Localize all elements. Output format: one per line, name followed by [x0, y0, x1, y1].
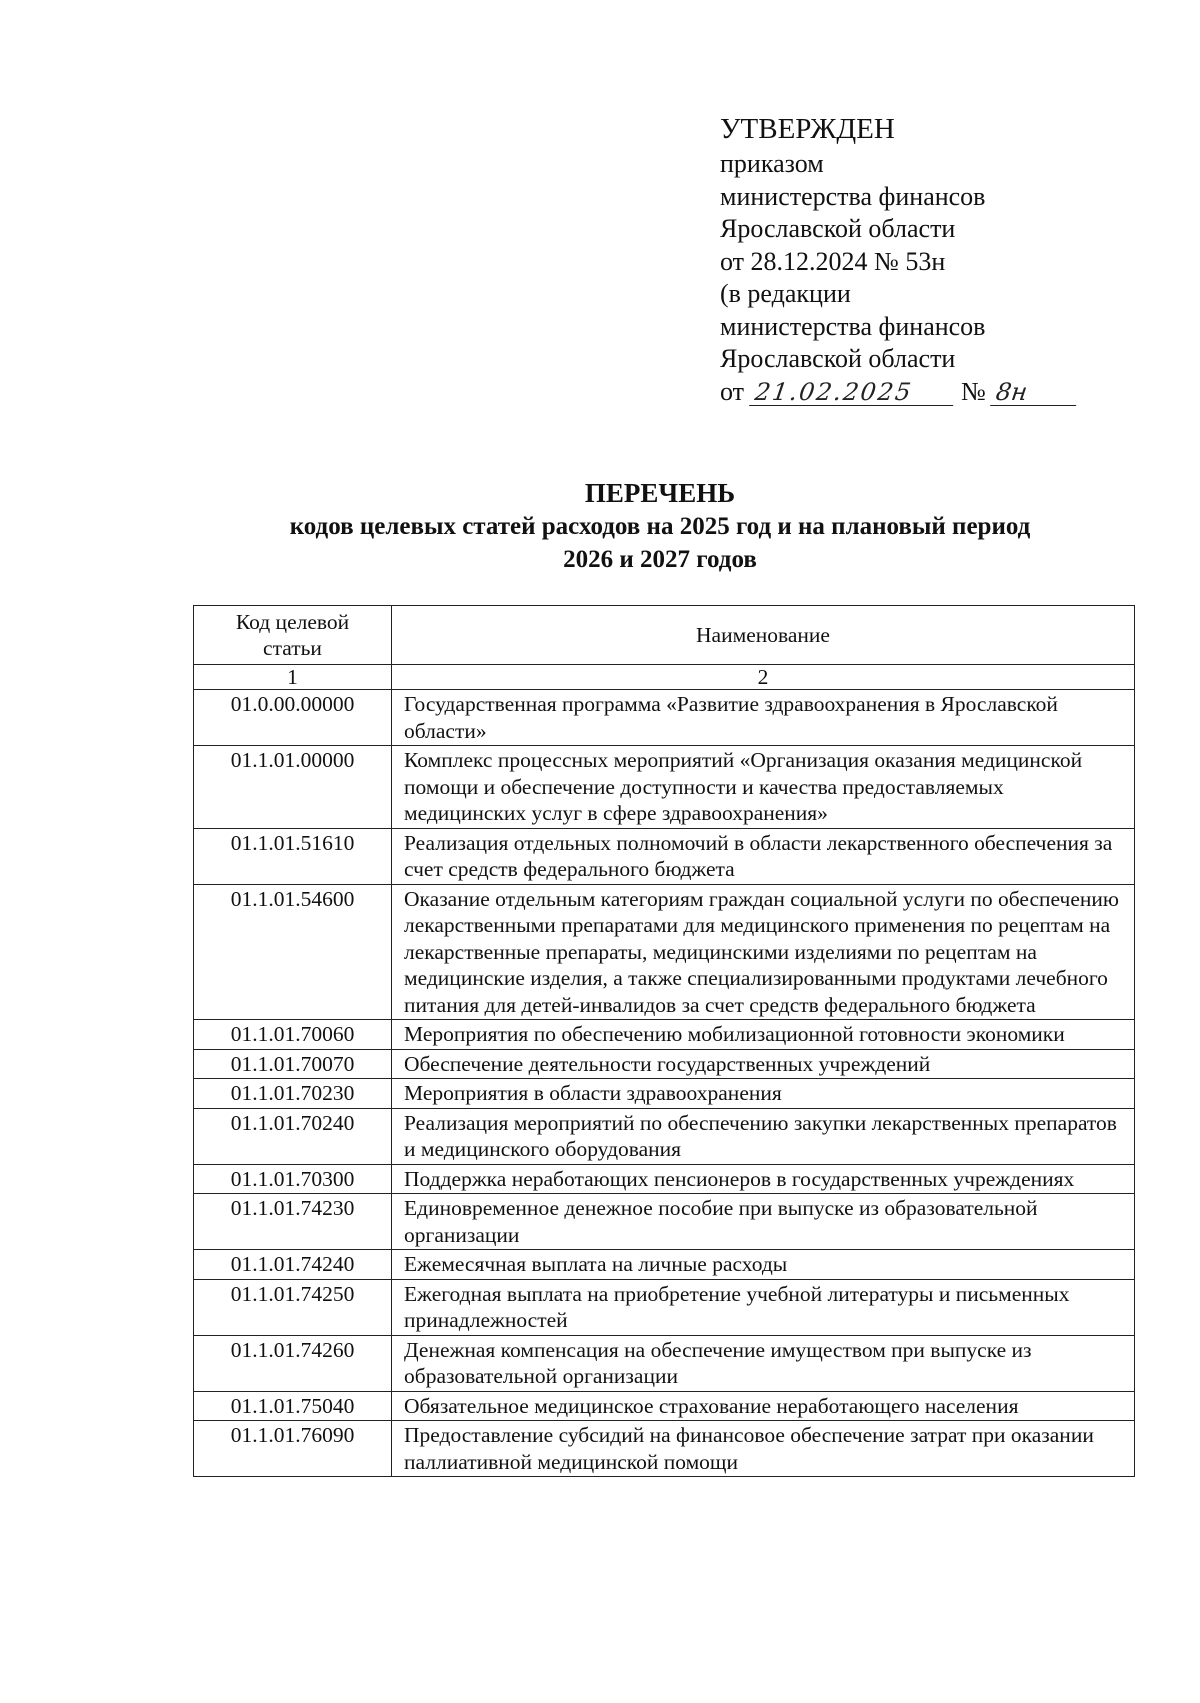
- header-name: Наименование: [392, 606, 1135, 665]
- table-row: [194, 1079, 1135, 1109]
- target-article-code: 01.1.01.75040: [194, 1391, 392, 1421]
- table-row: [194, 1020, 1135, 1050]
- target-article-code: 01.1.01.74230: [194, 1194, 392, 1250]
- approval-line: министерства финансов: [720, 311, 986, 341]
- target-article-code: 01.1.01.70070: [194, 1049, 392, 1079]
- target-article-code: 01.1.01.74240: [194, 1250, 392, 1280]
- target-article-code: 01.1.01.00000: [194, 746, 392, 829]
- amendment-line: [720, 376, 1120, 409]
- column-number: 2: [392, 665, 1135, 690]
- target-article-name: Ежемесячная выплата на личные расходы: [392, 1250, 1135, 1280]
- table-row: [194, 690, 1135, 746]
- target-article-name: Ежегодная выплата на приобретение учебной литературы и письменных принадлежностей: [392, 1279, 1135, 1335]
- document-title: [180, 477, 1140, 576]
- table-row: [194, 1164, 1135, 1194]
- approval-line: Ярославской области: [720, 344, 956, 373]
- target-article-code: 01.1.01.54600: [194, 884, 392, 1020]
- codes-table: [193, 605, 1135, 1477]
- target-article-name: Реализация мероприятий по обеспечению закупки лекарственных препаратов и медицинского оборудования: [392, 1108, 1135, 1164]
- handwritten-date: 21.02.2025: [749, 379, 957, 406]
- target-article-code: 01.0.00.00000: [194, 690, 392, 746]
- target-article-code: 01.1.01.70240: [194, 1108, 392, 1164]
- number-label: №: [961, 376, 986, 406]
- target-article-name: Обеспечение деятельности государственных учреждений: [392, 1049, 1135, 1079]
- table-row: [194, 1194, 1135, 1250]
- target-article-name: Обязательное медицинское страхование неработающего населения: [392, 1391, 1135, 1421]
- table-row: [194, 746, 1135, 829]
- target-article-name: Оказание отдельным категориям граждан социальной услуги по обеспечению лекарственными препаратами для медицинского применения по рецептам на лекарственные препараты, медицинскими изделиями по рецептам на медицинские изделия, а также специализированными продуктами лечебного питания для детей-инвалидов за счет средств федерального бюджета: [392, 884, 1135, 1020]
- table-row: [194, 1335, 1135, 1391]
- approved-heading: УТВЕРЖДЕН: [720, 113, 895, 145]
- target-article-code: 01.1.01.74260: [194, 1335, 392, 1391]
- target-article-name: Государственная программа «Развитие здравоохранения в Ярославской области»: [392, 690, 1135, 746]
- title-line-3: 2026 и 2027 годов: [563, 546, 757, 573]
- from-label: от: [720, 376, 745, 406]
- column-number: 1: [194, 665, 392, 690]
- header-code: Код целевой статьи: [194, 606, 392, 665]
- table-row: [194, 828, 1135, 884]
- target-article-code: 01.1.01.70300: [194, 1164, 392, 1194]
- approval-line: (в редакции: [720, 279, 851, 308]
- target-article-name: Предоставление субсидий на финансовое обеспечение затрат при оказании паллиативной медицинской помощи: [392, 1421, 1135, 1477]
- target-article-name: Комплекс процессных мероприятий «Организация оказания медицинской помощи и обеспечение доступности и качества предоставляемых медицинских услуг в сфере здравоохранения»: [392, 746, 1135, 829]
- table-row: [194, 1421, 1135, 1477]
- target-article-name: Мероприятия в области здравоохранения: [392, 1079, 1135, 1109]
- target-article-code: 01.1.01.74250: [194, 1279, 392, 1335]
- target-article-code: 01.1.01.76090: [194, 1421, 392, 1477]
- target-article-name: Единовременное денежное пособие при выпуске из образовательной организации: [392, 1194, 1135, 1250]
- column-number-row: [194, 665, 1135, 690]
- table-header-row: [194, 606, 1135, 665]
- approval-stamp: [720, 110, 1120, 408]
- target-article-name: Реализация отдельных полномочий в области лекарственного обеспечения за счет средств федерального бюджета: [392, 828, 1135, 884]
- target-article-name: Мероприятия по обеспечению мобилизационной готовности экономики: [392, 1020, 1135, 1050]
- table-row: [194, 884, 1135, 1020]
- table-row: [194, 1391, 1135, 1421]
- target-article-name: Поддержка неработающих пенсионеров в государственных учреждениях: [392, 1164, 1135, 1194]
- table-row: [194, 1250, 1135, 1280]
- handwritten-number: 8н: [990, 379, 1080, 406]
- approval-line: приказом: [720, 149, 824, 178]
- table-row: [194, 1049, 1135, 1079]
- target-article-code: 01.1.01.70230: [194, 1079, 392, 1109]
- table-row: [194, 1279, 1135, 1335]
- target-article-code: 01.1.01.51610: [194, 828, 392, 884]
- approval-line: министерства финансов: [720, 181, 986, 211]
- approval-line: Ярославской области: [720, 214, 956, 243]
- target-article-code: 01.1.01.70060: [194, 1020, 392, 1050]
- title-line-2: кодов целевых статей расходов на 2025 год и на плановый период: [289, 513, 1031, 540]
- approval-line: от 28.12.2024 № 53н: [720, 246, 946, 276]
- target-article-name: Денежная компенсация на обеспечение имуществом при выпуске из образовательной организации: [392, 1335, 1135, 1391]
- title-line-1: ПЕРЕЧЕНЬ: [584, 478, 736, 508]
- table-row: [194, 1108, 1135, 1164]
